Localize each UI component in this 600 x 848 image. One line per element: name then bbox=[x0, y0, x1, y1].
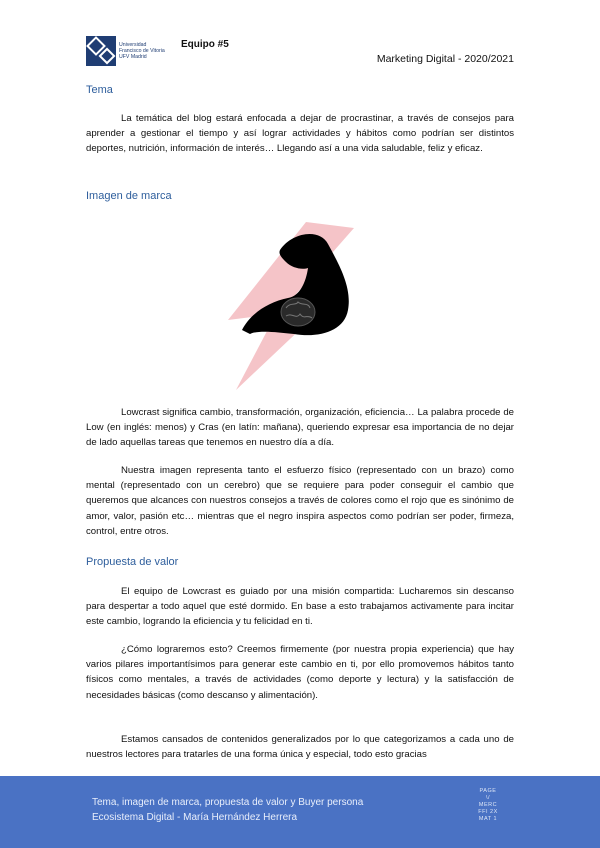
paragraph-equipo: El equipo de Lowcrast es guiado por una misión compartida: Lucharemos sin descanso para despertar a todo aquel que esté dormido. En base a esto trabajamos activamente para incitar este cambio, logrando la eficiencia y tu felicidad en ti. bbox=[86, 586, 514, 628]
footer-line-2: Ecosistema Digital - María Hernández Herrera bbox=[92, 812, 298, 823]
section-title-imagen: Imagen de marca bbox=[86, 190, 172, 202]
page-header bbox=[0, 0, 600, 80]
paragraph-como: ¿Cómo lograremos esto? Creemos firmemente (por nuestra propia experiencia) que hay varios pilares importantísimos para generar este cambio en ti, por ello promovemos hábitos tanto físicos como mentales, a través de actividades (como deporte y lectura) y la satisfacción de necesidades básicas (como descanso y alimentación). bbox=[86, 644, 514, 701]
logo-mark-icon bbox=[86, 36, 116, 66]
footer-line-1: Tema, imagen de marca, propuesta de valor y Buyer persona bbox=[92, 797, 364, 808]
logo-text: Universidad Francisco de Vitoria UFV Madrid bbox=[119, 42, 165, 60]
section-title-propuesta: Propuesta de valor bbox=[86, 556, 179, 568]
page-footer bbox=[0, 776, 600, 848]
flexed-arm-brain-icon bbox=[228, 222, 368, 390]
paragraph-tema: La temática del blog estará enfocada a dejar de procrastinar, a través de consejos para aprender a gestionar el tiempo y así lograr actividades y hábitos como podrían ser distintos deportes, nutrición, información de interés… Llegando así a una vida saludable, feliz y eficaz. bbox=[86, 113, 514, 155]
paragraph-nuestra-imagen: Nuestra imagen representa tanto el esfuerzo físico (representado con un brazo) como mental (representado con un cerebro) que se requiere para poder conseguir el cambio que queremos que alcances con nuestros consejos a través de colores como el rojo que es sinónimo de amor, valor, pasión etc… mientras que el negro inspira aspectos como podrían ser poder, firmeza, control, entre otros. bbox=[86, 465, 514, 537]
footer-stamp: PAGE \/ MERC FFI 2X MAT 1 bbox=[478, 788, 498, 822]
brand-image bbox=[228, 222, 368, 390]
paragraph-cansados: Estamos cansados de contenidos generalizados por lo que categorizamos a cada uno de nuestros lectores para tratarles de una forma única y especial, todo esto gracias bbox=[86, 734, 514, 761]
section-title-tema: Tema bbox=[86, 84, 113, 96]
paragraph-lowcrast: Lowcrast significa cambio, transformación, organización, eficiencia… La palabra procede de Low (en inglés: menos) y Cras (en latín: mañana), queriendo expresar esa importancia de no dejar de lado aquellas tareas que tenemos en nuestro día a día. bbox=[86, 407, 514, 449]
course-label: Marketing Digital - 2020/2021 bbox=[376, 53, 514, 65]
team-label: Equipo #5 bbox=[181, 39, 229, 50]
university-logo bbox=[86, 36, 165, 66]
